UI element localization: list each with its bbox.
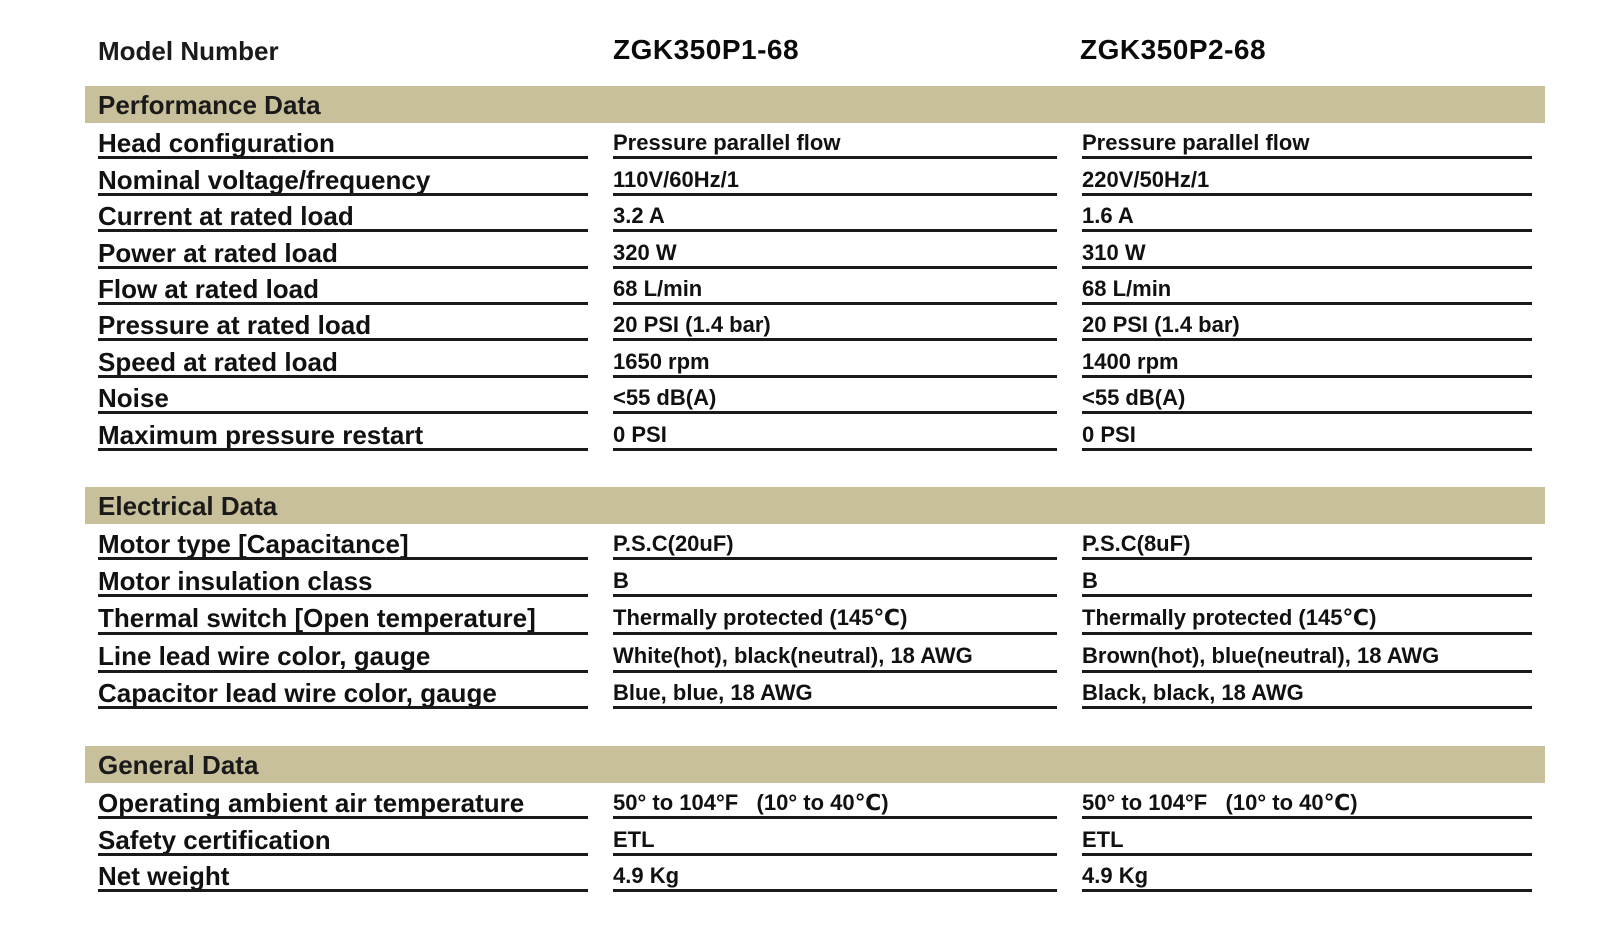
row-value-col1: 68 L/min [613, 271, 1057, 305]
table-row [85, 597, 1545, 635]
table-row [85, 560, 1545, 596]
row-value-col1: P.S.C(20uF) [613, 526, 1057, 560]
row-value-col2: 20 PSI (1.4 bar) [1082, 307, 1532, 341]
row-value-col2: 4.9 Kg [1082, 858, 1532, 892]
row-label: Motor type [Capacitance] [98, 526, 588, 560]
row-value-col2: 0 PSI [1082, 417, 1532, 451]
electrical-section [85, 487, 1545, 709]
table-row [85, 341, 1545, 377]
row-value-col2: P.S.C(8uF) [1082, 526, 1532, 560]
row-value-col1: 320 W [613, 235, 1057, 269]
section-title: General Data [98, 750, 259, 780]
row-value-col1: B [613, 563, 1057, 597]
row-value-col1: Pressure parallel flow [613, 125, 1057, 159]
row-value-col2: 220V/50Hz/1 [1082, 162, 1532, 196]
table-row [85, 524, 1545, 560]
row-value-col2: 68 L/min [1082, 271, 1532, 305]
performance-section [85, 86, 1545, 451]
model-number-row [0, 30, 1600, 74]
row-value-col2: 1400 rpm [1082, 344, 1532, 378]
section-header [85, 746, 1545, 783]
table-row [85, 856, 1545, 892]
row-label: Power at rated load [98, 235, 588, 269]
table-row [85, 378, 1545, 414]
row-label: Pressure at rated load [98, 307, 588, 341]
row-label: Net weight [98, 858, 588, 892]
row-label: Head configuration [98, 125, 588, 159]
general-section [85, 746, 1545, 892]
row-label: Safety certification [98, 822, 588, 856]
row-label: Maximum pressure restart [98, 417, 588, 451]
section-title: Electrical Data [98, 491, 278, 521]
table-row [85, 783, 1545, 819]
table-row [85, 232, 1545, 268]
row-label: Noise [98, 380, 588, 414]
table-row [85, 635, 1545, 673]
row-value-col1: 20 PSI (1.4 bar) [613, 307, 1057, 341]
table-row [85, 819, 1545, 855]
row-label: Motor insulation class [98, 563, 588, 597]
model-number-label: Model Number [98, 36, 279, 66]
row-value-col2: Black, black, 18 AWG [1082, 675, 1532, 709]
table-row [85, 414, 1545, 450]
table-row [85, 123, 1545, 159]
row-label: Line lead wire color, gauge [98, 637, 588, 673]
row-label: Speed at rated load [98, 344, 588, 378]
row-value-col1: 50° to 104°F (10° to 40℃) [613, 785, 1057, 819]
row-label: Flow at rated load [98, 271, 588, 305]
model-number-col1: ZGK350P1-68 [613, 34, 800, 65]
model-number-col2: ZGK350P2-68 [1080, 34, 1267, 65]
section-header [85, 86, 1545, 123]
row-value-col1: 3.2 A [613, 198, 1057, 232]
row-value-col2: <55 dB(A) [1082, 380, 1532, 414]
table-row [85, 673, 1545, 709]
table-row [85, 305, 1545, 341]
row-value-col2: B [1082, 563, 1532, 597]
row-value-col1: White(hot), black(neutral), 18 AWG [613, 637, 1057, 673]
row-label: Capacitor lead wire color, gauge [98, 675, 588, 709]
row-value-col2: Pressure parallel flow [1082, 125, 1532, 159]
row-label: Thermal switch [Open temperature] [98, 599, 588, 635]
row-value-col1: 4.9 Kg [613, 858, 1057, 892]
row-value-col2: 310 W [1082, 235, 1532, 269]
row-value-col2: 50° to 104°F (10° to 40℃) [1082, 785, 1532, 819]
row-value-col2: Thermally protected (145℃) [1082, 599, 1532, 635]
table-row [85, 269, 1545, 305]
row-value-col1: ETL [613, 822, 1057, 856]
table-row [85, 159, 1545, 195]
row-value-col1: 110V/60Hz/1 [613, 162, 1057, 196]
row-value-col1: 0 PSI [613, 417, 1057, 451]
row-value-col2: ETL [1082, 822, 1532, 856]
row-value-col1: <55 dB(A) [613, 380, 1057, 414]
row-label: Nominal voltage/frequency [98, 162, 588, 196]
row-label: Current at rated load [98, 198, 588, 232]
section-title: Performance Data [98, 90, 321, 120]
row-value-col1: 1650 rpm [613, 344, 1057, 378]
row-value-col2: Brown(hot), blue(neutral), 18 AWG [1082, 637, 1532, 673]
table-row [85, 196, 1545, 232]
row-label: Operating ambient air temperature [98, 785, 588, 819]
row-value-col2: 1.6 A [1082, 198, 1532, 232]
section-header [85, 487, 1545, 524]
row-value-col1: Blue, blue, 18 AWG [613, 675, 1057, 709]
row-value-col1: Thermally protected (145℃) [613, 599, 1057, 635]
